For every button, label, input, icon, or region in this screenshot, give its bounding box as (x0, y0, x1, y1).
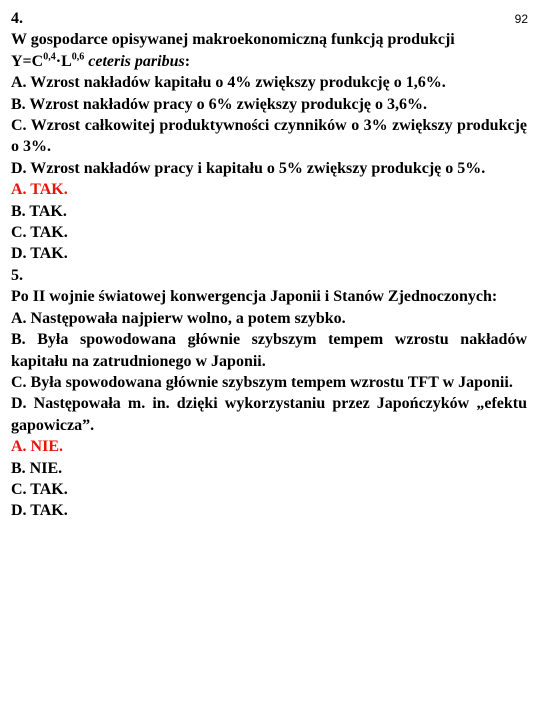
option-b: B. Wzrost nakładów pracy o 6% zwiększy produkcję o 3,6%. (11, 95, 428, 113)
option-d: D. Wzrost nakładów pracy i kapitału o 5% zwiększy produkcję o 5%. (11, 159, 486, 177)
option-c: C. Wzrost całkowitej produktywności czynników o 3% zwiększy produkcję o 3%. (11, 117, 527, 156)
answer-d: D. TAK. (11, 245, 68, 263)
question-number: 5. (11, 266, 23, 284)
question-intro-text: W gospodarce opisywanej makroekonomiczną funkcją produkcji (11, 31, 455, 49)
option-d: D. Następowała m. in. dzięki wykorzystaniu przez Japończyków „efektu gapowicza”. (11, 395, 527, 434)
option-a: A. Wzrost nakładów kapitału o 4% zwiększy produkcję o 1,6%. (11, 74, 446, 92)
answer-c: C. TAK. (11, 224, 68, 242)
question-number: 4. (11, 10, 23, 27)
answer-b: B. TAK. (11, 202, 67, 220)
page-number: 92 (514, 12, 528, 26)
question-4 (11, 8, 527, 265)
answer-d: D. TAK. (11, 502, 68, 520)
question-intro (11, 29, 527, 72)
option-b: B. Była spowodowana głównie szybszym tempem wzrostu nakładów kapitału na zatrudnionego w Japonii. (11, 331, 527, 370)
ceteris-paribus: ceteris paribus (88, 52, 185, 70)
answer-c: C. TAK. (11, 480, 68, 498)
option-a: A. Następowała najpierw wolno, a potem szybko. (11, 309, 346, 327)
document-page (11, 8, 527, 522)
answer-b: B. NIE. (11, 459, 63, 477)
question-5 (11, 265, 527, 522)
question-intro: Po II wojnie światowej konwergencja Japonii i Stanów Zjednoczonych: (11, 288, 498, 306)
answer-a: A. TAK. (11, 181, 68, 199)
production-function-formula: $Y=C^{0,4}\cdot L^{0,6}$ ceteris paribus: (11, 51, 191, 70)
answer-a: A. NIE. (11, 438, 64, 456)
option-c: C. Była spowodowana głównie szybszym tempem wzrostu TFT w Japonii. (11, 373, 513, 391)
